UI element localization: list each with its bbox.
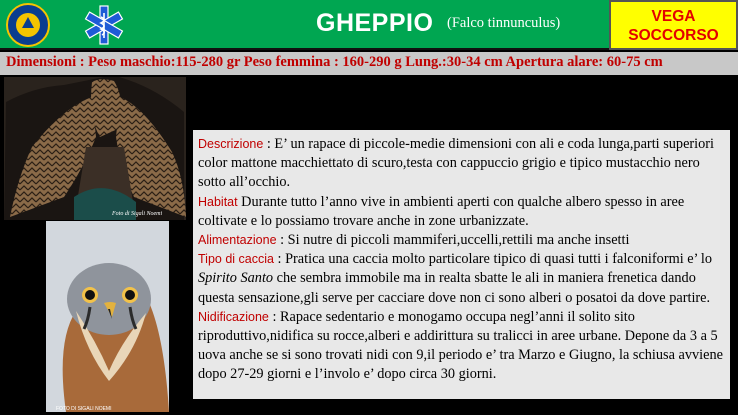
kestrel-wings-photo — [4, 77, 186, 220]
info-panel — [193, 130, 730, 399]
section-alimentazione — [198, 231, 730, 250]
section-caccia — [198, 250, 730, 308]
label-descrizione: Descrizione — [198, 137, 264, 151]
label-alimentazione: Alimentazione — [198, 233, 277, 248]
section-descrizione — [198, 135, 730, 193]
photo-caption-1: Foto di Sigali Noemi — [112, 211, 163, 217]
text-caccia-italic: Spirito Santo — [198, 270, 274, 287]
dimensions-text: Dimensioni : Peso maschio:115-280 gr Peso femmina : 160-290 g Lung.:30-34 cm Apertura alare: 60-75 cm — [6, 54, 663, 70]
text-caccia-a: : Pratica una caccia molto particolare tipico di quasi tutti i falconiformi e’ lo — [273, 251, 712, 268]
section-habitat — [198, 193, 730, 231]
text-caccia-b: che sembra immobile ma in realta sbatte le ali in maniera frenetica dando questa sensazione,gli serve per cacciare dove non ci sono alberi o posatoi da dove partire. — [198, 270, 711, 306]
dimensions-bar — [0, 52, 738, 75]
scientific-name: (Falco tinnunculus) — [447, 15, 561, 31]
photo-caption-2: FOTO DI SIGALI NOEMI — [56, 406, 112, 412]
star-of-life-icon — [82, 4, 126, 46]
text-nidificazione: : Rapace sedentario e monogamo occupa negl’anni il solito sito riproduttivo,nidifica su rocce,alberi e addirittura su tralicci in aree urbane. Depone da 3 a 5 uova anche se si sono trovati nidi con 9,il periodo e’ tra Marzo e Giugno, la schiusa avviene dopo 27-29 giorni e l’involo e’ dopo circa 30 giorni. — [198, 308, 723, 383]
header-bar — [0, 0, 738, 50]
vega-soccorso-badge — [609, 0, 738, 50]
kestrel-portrait-photo — [46, 221, 169, 412]
text-habitat: Durante tutto l’anno vive in ambienti aperti con qualche albero spesso in aree coltivate e lo possiamo trovare anche in zone urbanizzate. — [198, 193, 685, 229]
label-habitat: Habitat — [198, 194, 238, 209]
text-descrizione: : E’ un rapace di piccole-medie dimensioni con ali e coda lunga,parti superiori color mattone macchiettato di scuro,testa con cappuccio grigio e tipico mustacchio nero sotto all’occhio. — [198, 136, 715, 191]
section-nidificazione — [198, 308, 730, 385]
label-nidificazione: Nidificazione — [198, 309, 269, 324]
protezione-civile-logo-icon — [6, 3, 50, 47]
text-alimentazione: : Si nutre di piccoli mammiferi,uccelli,rettili ma anche insetti — [276, 232, 630, 249]
page-title: GHEPPIO — [316, 9, 434, 37]
badge-line-2: SOCCORSO — [628, 27, 719, 44]
badge-line-1: VEGA — [651, 8, 696, 25]
label-caccia: Tipo di caccia — [198, 252, 274, 267]
